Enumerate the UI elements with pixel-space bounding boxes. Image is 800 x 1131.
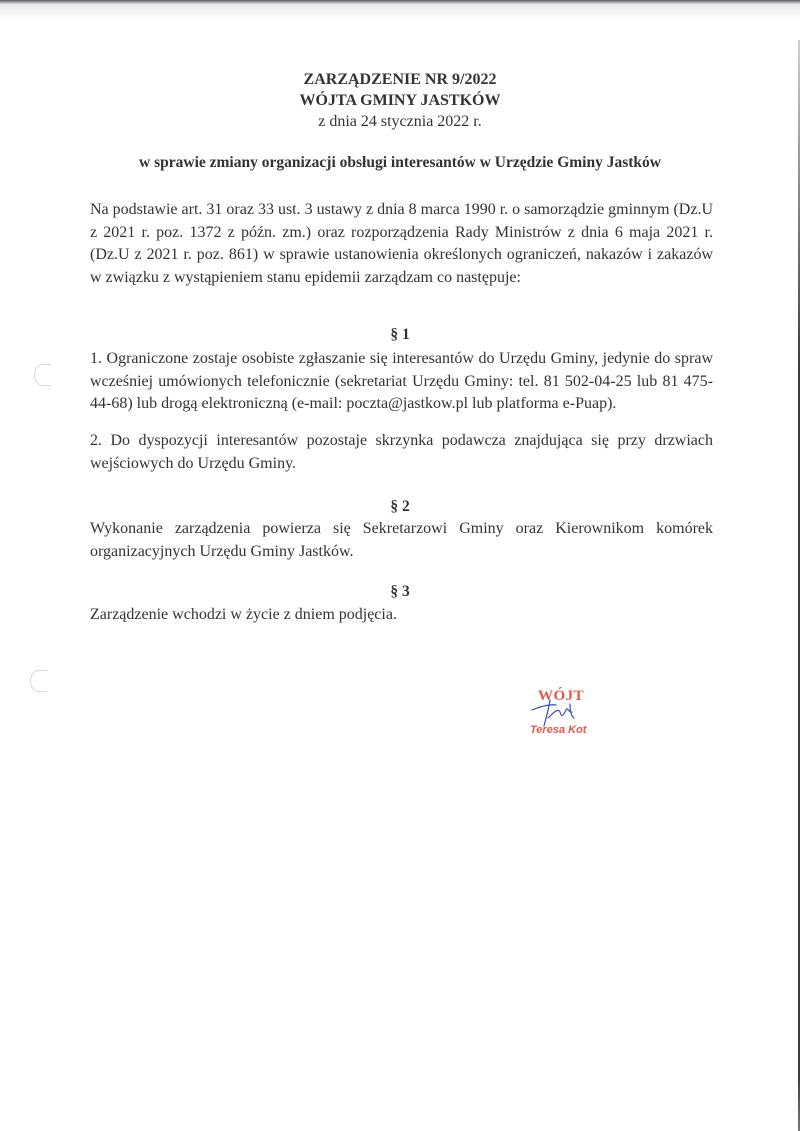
document-title: ZARZĄDZENIE NR 9/2022 (303, 71, 497, 88)
document-issuer: WÓJTA GMINY JASTKÓW (299, 92, 501, 109)
section-2-mark: § 2 (390, 498, 410, 515)
section-1-mark: § 1 (390, 326, 410, 343)
section-2-paragraph: Wykonanie zarządzenia powierza się Sekretarzowi Gminy oraz Kierownikom komórek organizacyjnych Urzędu Gminy Jastków. (90, 520, 713, 560)
section-1-paragraph-1: 1. Ograniczone zostaje osobiste zgłaszanie się interesantów do Urzędu Gminy, jedynie do spraw wcześniej umówionych telefonicznie (sekretariat Urzędu Gminy: tel. 81 502-04-25 lub 81 475-44-68) lub drogą elektroniczną (e-mail: poczta@jastkow.pl lub platforma e-Puap). (90, 350, 713, 412)
scan-top-edge (0, 0, 800, 22)
section-1-paragraph-2: 2. Do dyspozycji interesantów pozostaje skrzynka podawcza znajdująca się przy drzwiach wejściowych do Urzędu Gminy. (90, 432, 713, 472)
punch-hole-mark (34, 364, 51, 386)
punch-hole-mark (30, 670, 47, 692)
document-date: z dnia 24 stycznia 2022 r. (318, 113, 482, 130)
stamp-title: WÓJT (538, 688, 585, 704)
document-subject: w sprawie zmiany organizacji obsługi interesantów w Urzędzie Gminy Jastków (139, 154, 661, 171)
section-3-mark: § 3 (390, 583, 410, 600)
official-stamp (520, 688, 610, 748)
section-3-paragraph: Zarządzenie wchodzi w życie z dniem podjęcia. (90, 606, 397, 623)
stamp-name: Teresa Kot (530, 724, 587, 736)
preamble-paragraph: Na podstawie art. 31 oraz 33 ust. 3 ustawy z dnia 8 marca 1990 r. o samorządzie gminnym (Dz.U z 2021 r. poz. 1372 z późn. zm.) oraz rozporządzenia Rady Ministrów z dnia 6 maja 2021 r. (Dz.U z 2021 r. poz. 861) w sprawie ustanowienia określonych ograniczeń, nakazów i zakazów w związku z wystąpieniem stanu epidemii zarządzam co następuje: (90, 201, 713, 286)
document-header (0, 69, 800, 132)
